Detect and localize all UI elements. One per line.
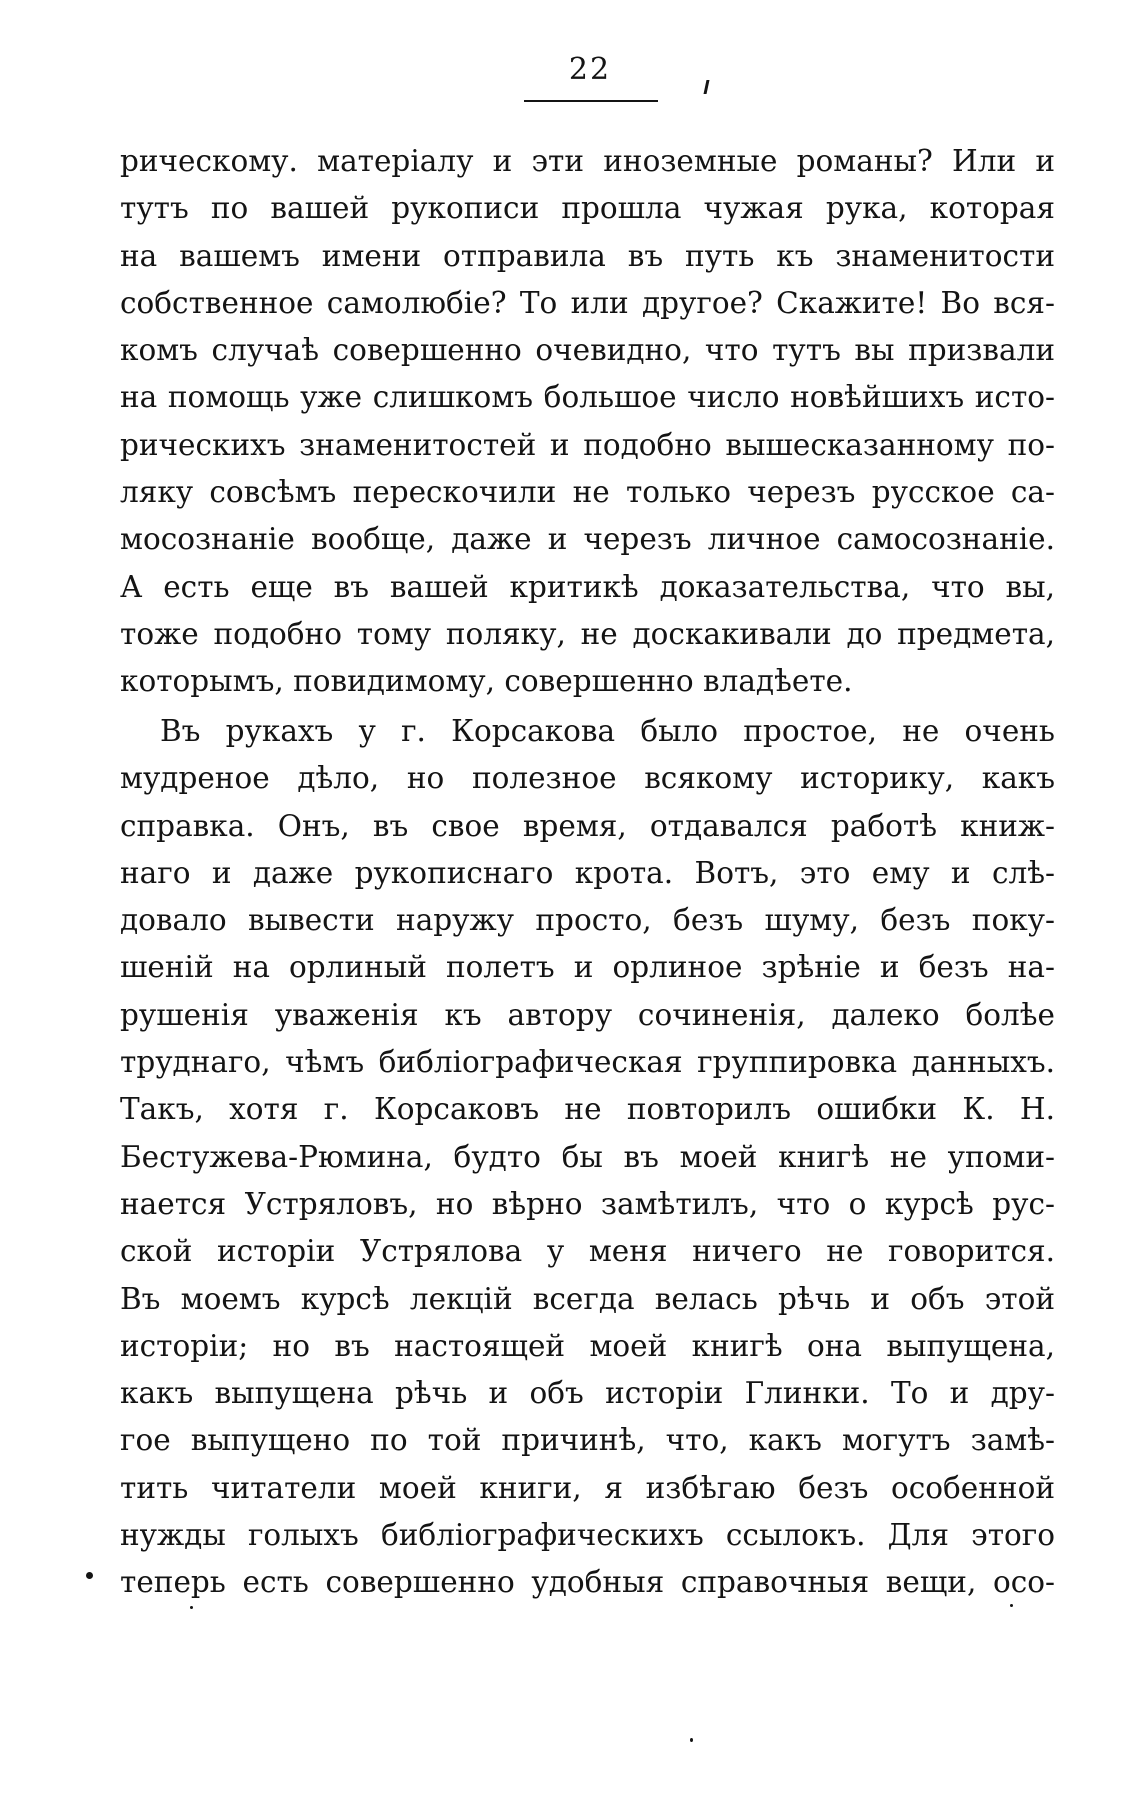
- text-line: тутъ по вашей рукописи прошла чужая рука, которая: [120, 191, 1055, 226]
- text-line: нужды голыхъ библіографическихъ ссылокъ. Для этого: [120, 1518, 1055, 1553]
- text-line: собственное самолюбіе? То или другое? Скажите! Во вся-: [120, 285, 1055, 320]
- text-line: теперь есть совершенно удобныя справочныя вещи, осо-: [120, 1565, 1055, 1600]
- text-line: Такъ, хотя г. Корсаковъ не повторилъ ошибки К. Н.: [120, 1092, 1055, 1127]
- text-line: мосознаніе вообще, даже и черезъ личное самосознаніе.: [120, 522, 1055, 557]
- text-line: какъ выпущена рѣчь и объ исторіи Глинки. То и дру-: [120, 1376, 1055, 1411]
- text-line: Бестужева-Рюмина, будто бы въ моей книгѣ не упоми-: [120, 1139, 1055, 1174]
- text-line: ской исторіи Устрялова у меня ничего не говорится.: [120, 1234, 1055, 1269]
- text-line: справка. Онъ, въ свое время, отдавался работѣ книж-: [120, 808, 1055, 843]
- text-line: тить читатели моей книги, я избѣгаю безъ особенной: [120, 1470, 1055, 1505]
- text-line: мудреное дѣло, но полезное всякому историку, какъ: [120, 761, 1055, 796]
- ink-speck: [690, 1738, 693, 1742]
- text-line: исторіи; но въ настоящей моей книгѣ она выпущена,: [120, 1328, 1055, 1363]
- text-line: Въ рукахъ у г. Корсакова было простое, не очень: [160, 714, 1055, 748]
- text-line: гое выпущено по той причинѣ, что, какъ могутъ замѣ-: [120, 1423, 1055, 1458]
- text-line: комъ случаѣ совершенно очевидно, что тутъ вы призвали: [120, 333, 1055, 368]
- text-line: наго и даже рукописнаго крота. Вотъ, это ему и слѣ-: [120, 855, 1055, 890]
- paragraph-2: [120, 708, 1055, 1607]
- text-line: тоже подобно тому поляку, не доскакивали до предмета,: [120, 616, 1055, 651]
- text-line: на вашемъ имени отправила въ путь къ знаменитости: [120, 238, 1055, 273]
- text-line: труднаго, чѣмъ библіографическая группировка данныхъ.: [120, 1045, 1055, 1080]
- text-line: Въ моемъ курсѣ лекцій всегда велась рѣчь и объ этой: [120, 1281, 1055, 1316]
- text-line: рическому. матеріалу и эти иноземные романы? Или и: [120, 144, 1055, 178]
- text-line: рушенія уваженія къ автору сочиненія, далеко болѣе: [120, 997, 1055, 1032]
- text-line: довало вывести наружу просто, безъ шуму, безъ поку-: [120, 903, 1055, 938]
- paragraph-1: [120, 138, 1055, 706]
- ink-speck: [1010, 1604, 1013, 1607]
- text-line: которымъ, повидимому, совершенно владѣете.: [120, 664, 853, 699]
- print-mark: [704, 80, 710, 94]
- text-line: на помощь уже слишкомъ большое число новѣйшихъ исто-: [120, 380, 1055, 415]
- text-line: рическихъ знаменитостей и подобно вышесказанному по-: [120, 427, 1055, 462]
- text-line: нается Устряловъ, но вѣрно замѣтилъ, что о курсѣ рус-: [120, 1186, 1055, 1221]
- ink-speck: [86, 1572, 93, 1579]
- text-line: ляку совсѣмъ перескочили не только черезъ русское са-: [120, 475, 1055, 510]
- page-number-rule: [524, 100, 658, 102]
- page-number: 22: [568, 52, 612, 87]
- text-line: шеній на орлиный полетъ и орлиное зрѣніе и безъ на-: [120, 950, 1055, 985]
- ink-speck: [190, 1606, 193, 1609]
- text-line: А есть еще въ вашей критикѣ доказательства, что вы,: [120, 569, 1055, 604]
